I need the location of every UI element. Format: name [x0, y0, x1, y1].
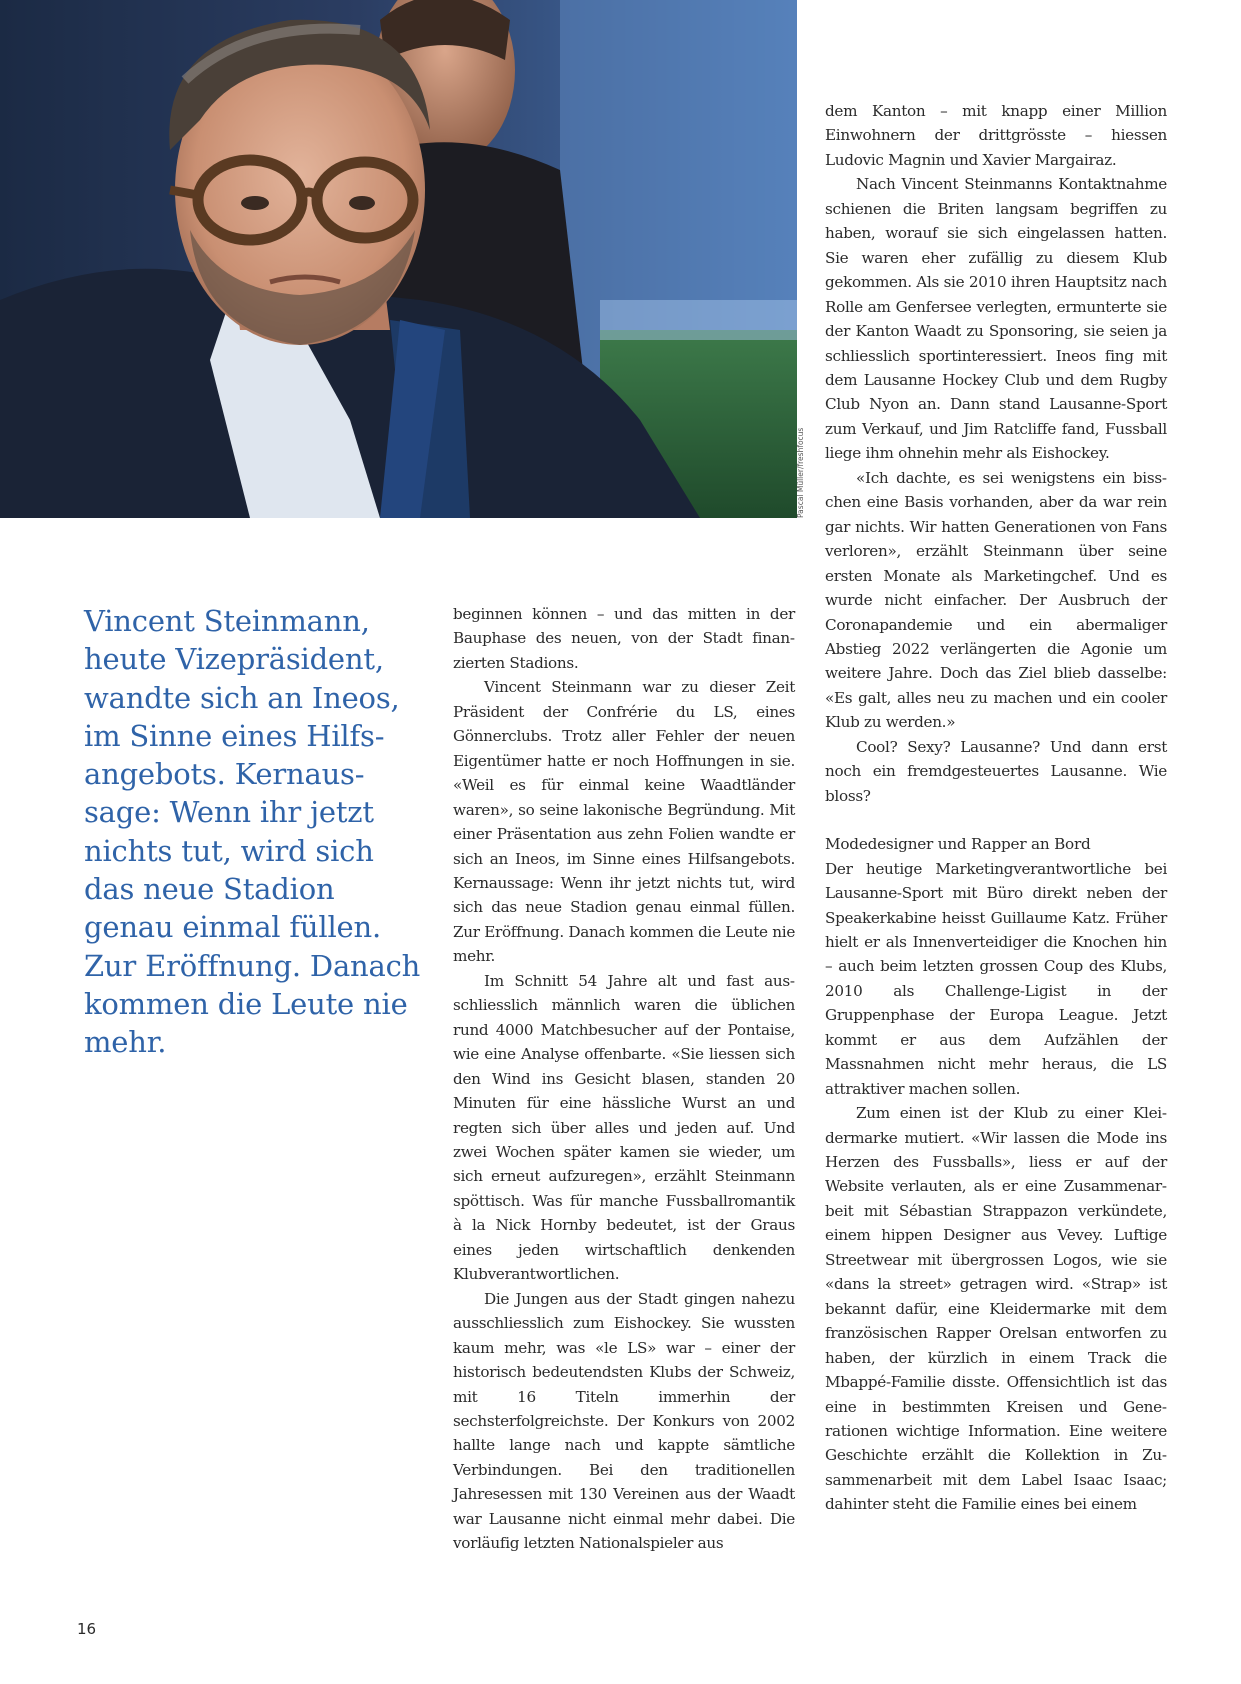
paragraph: beginnen können – und das mitten in der Bauphase des neuen, von der Stadt finanzierten Stadions.: [453, 605, 795, 672]
paragraph: dem Kanton – mit knapp einer Million Einwohnern der drittgrösste – hiessen Ludovic Magnin und Xavier Margairaz.: [825, 102, 1167, 169]
article-column-right: [825, 99, 1167, 1517]
paragraph: Vincent Steinmann war zu dieser Zeit Präsident der Confrérie du LS, eines Gönnerclubs. Trotz aller Fehler der neuen Eigentümer hatte er noch Hoffnungen in sie. «Weil es für einmal keine Waadtländer waren», so seine lakonische Begründung. Mit einer Präsentation aus zehn Folien wandte er sich an Ineos, im Sinne eines Hilfsangebots. Kernaussage: Wenn ihr jetzt nichts tut, wird sich das neue Stadion genau einmal füllen. Zur Eröffnung. Danach kommen die Leute nie mehr.: [453, 678, 796, 966]
article-column-middle: [453, 602, 795, 1556]
paragraph: «Ich dachte, es sei wenigstens ein bisschen eine Basis vorhanden, aber da war rein gar nichts. Wir hatten Generationen von Fans verloren», erzählt Steinmann über seine ersten Monate als Marketingchef. Und es wurde nicht einfacher. Der Ausbruch der Coronapandemie und ein abermaliger Abstieg 2022 verlängerten die Agonie um weitere Jahre. Doch das Ziel blieb dasselbe: «Es galt, alles neu zu machen und ein cooler Klub zu werden.»: [825, 468, 1167, 732]
paragraph: Der heutige Marketingverantwortliche bei Lausanne-Sport mit Büro direkt neben der Speakerkabine heisst Guillaume Katz. Früher hielt er als Innenverteidiger die Knochen hin – auch beim letzten grossen Coup des Klubs, 2010 als Challenge-Ligist in der Gruppenphase der Europa League. Jetzt kommt er aus dem Aufzählen der Massnahmen nicht mehr heraus, die LS attraktiver machen sollen.: [825, 859, 1167, 1098]
pull-quote: [84, 602, 424, 1062]
paragraph: Zum einen ist der Klub zu einer Kleidermarke mutiert. «Wir lassen die Mode ins Herzen des Fussballs», liess er auf der Website verlauten, als er eine Zusammenarbeit mit Sébastian Strappazon verkündete, einem hippen Designer aus Vevey. Luftige Streetwear mit übergrossen Logos, wie sie «dans la street» getragen wird. «Strap» ist bekannt dafür, eine Kleidermarke mit dem französischen Rapper Orelsan entworfen zu haben, der kürzlich in einem Track die Mbappé-Familie disste. Offensichtlich ist das eine in bestimmten Kreisen und Generationen wichtige Information. Eine weitere Geschichte erzählt die Kollektion in Zusammenarbeit mit dem Label Isaac Isaac; dahinter steht die Familie eines bei einem: [825, 1104, 1167, 1514]
paragraph: Cool? Sexy? Lausanne? Und dann erst noch ein fremdgesteuertes Lausanne. Wie bloss?: [825, 737, 1167, 805]
section-heading: Modedesigner und Rapper an Bord: [825, 835, 1091, 854]
portrait-illustration: [0, 0, 797, 518]
pull-quote-text: Vincent Steinmann, heute Vizepräsident, wandte sich an Ineos, im Sinne eines Hilfsangebots. Kernaussage: Wenn ihr jetzt nichts tut, wird sich das neue Stadion genau einmal füllen. Zur Eröffnung. Danach kommen die Leute nie mehr.: [84, 604, 421, 1060]
page-number: 16: [77, 1620, 97, 1638]
section-spacer: [825, 808, 1167, 832]
paragraph: Im Schnitt 54 Jahre alt und fast ausschliesslich männlich waren die üblichen rund 4000 Matchbesucher auf der Pontaise, wie eine Analyse offenbarte. «Sie liessen sich den Wind ins Gesicht blasen, standen 20 Minuten für eine hässliche Wurst an und regten sich über alles und jeden auf. Und zwei Wochen später kamen sie wieder, um sich erneut aufzuregen», erzählt Steinmann spöttisch. Was für manche Fussballromantik à la Nick Hornby bedeutet, ist der Graus eines jeden wirtschaftlich denkenden Klubverantwortlichen.: [453, 971, 795, 1284]
hero-photo: [0, 0, 797, 518]
photo-credit: Pascal Müller/freshfocus: [796, 427, 805, 518]
paragraph: Die Jungen aus der Stadt gingen nahezu ausschliesslich zum Eishockey. Sie wussten kaum mehr, was «le LS» war – einer der historisch bedeutendsten Klubs der Schweiz, mit 16 Titeln immerhin der sechsterfolgreichste. Der Konkurs von 2002 hallte lange nach und kappte sämtliche Verbindungen. Bei den traditionellen Jahresessen mit 130 Vereinen aus der Waadt war Lausanne nicht einmal mehr dabei. Die vorläufig letzten Nationalspieler aus: [453, 1289, 795, 1553]
paragraph: Nach Vincent Steinmanns Kontaktnahme schienen die Briten langsam begriffen zu haben, worauf sie sich eingelassen hatten. Sie waren eher zufällig zu diesem Klub gekommen. Als sie 2010 ihren Hauptsitz nach Rolle am Genfersee verlegten, ermunterte sie der Kanton Waadt zu Sponsoring, sie seien ja schliesslich sportinteressiert. Ineos fing mit dem Lausanne Hockey Club und dem Rugby Club Nyon an. Dann stand Lausanne-Sport zum Verkauf, und Jim Ratcliffe fand, Fussball liege ihm ohnehin mehr als Eishockey.: [825, 175, 1167, 463]
